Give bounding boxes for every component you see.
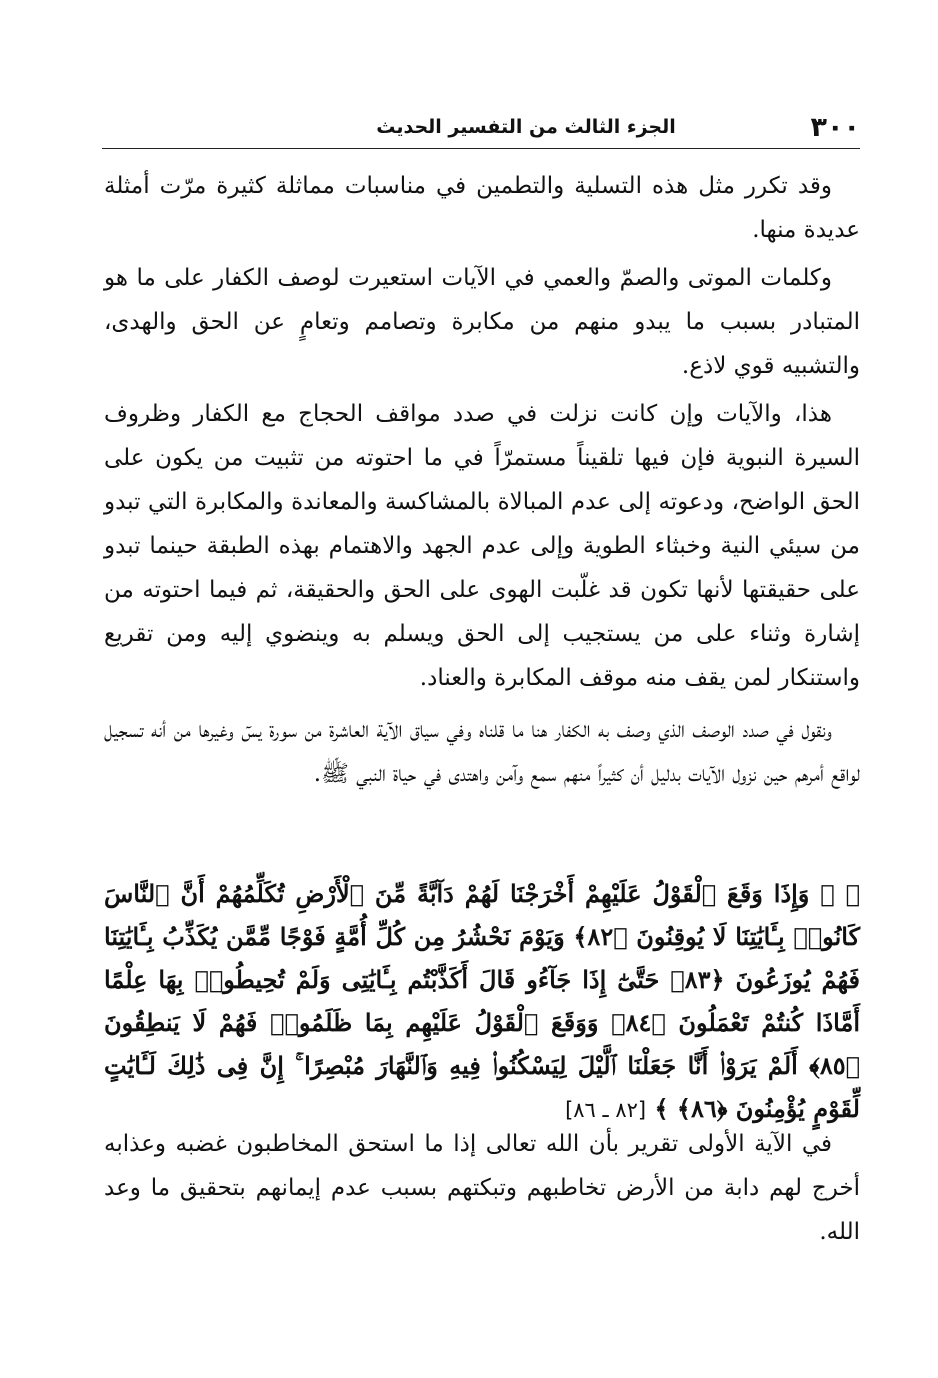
commentary-paragraph: في الآية الأولى تقرير بأن الله تعالى إذا ما استحق المخاطبون غضبه وعذابه أخرج لهم دابة من الأرض تخاطبهم وتبكتهم بسبب عدم إيمانهم بتحقيق ما وعد الله. [104, 1131, 860, 1245]
verse-reference: [٨٢ ـ ٨٦] [565, 1098, 647, 1122]
page-header [102, 112, 860, 149]
paragraph: وقد تكرر مثل هذه التسلية والتطمين في مناسبات مماثلة كثيرة مرّت أمثلة عديدة منها. [104, 173, 860, 243]
paragraph: وكلمات الموتى والصمّ والعمي في الآيات استعيرت لوصف الكفار على ما هو المتبادر بسبب ما يبدو منهم من مكابرة وتصامم وتعامٍ عن الحق والهدى، والتشبيه قوي لاذع. [104, 265, 860, 379]
paragraph: ونقول في صدد الوصف الذي وصف به الكفار هنا ما قلناه وفي سياق الآية العاشرة من سورة يسٓ وغيرها من أنه تسجيل لواقع أمرهم حين نزول الآيات بدليل أن كثيراً منهم سمع وآمن واهتدى في حياة النبي ﷺ. [104, 717, 860, 787]
quran-verses [104, 872, 860, 1132]
running-title: الجزء الثالث من التفسير الحديث [376, 116, 676, 138]
quran-text: ﴿ ۞ وَإِذَا وَقَعَ ٱلْقَوْلُ عَلَيْهِمْ أَخْرَجْنَا لَهُمْ دَآبَّةً مِّنَ ٱلْأَرْضِ تُكَلِّمُهُمْ أَنَّ ٱلنَّاسَ كَانُوا۟ بِـَٔايَٰتِنَا لَا يُوقِنُونَ ﴿٨٢﴾ وَيَوْمَ نَحْشُرُ مِن كُلِّ أُمَّةٍ فَوْجًا مِّمَّن يُكَذِّبُ بِـَٔايَٰتِنَا فَهُمْ يُوزَعُونَ ﴿٨٣﴾ حَتَّىٰٓ إِذَا جَآءُو قَالَ أَكَذَّبْتُم بِـَٔايَٰتِى وَلَمْ تُحِيطُوا۟ بِهَا عِلْمًا أَمَّاذَا كُنتُمْ تَعْمَلُونَ ﴿٨٤﴾ وَوَقَعَ ٱلْقَوْلُ عَلَيْهِم بِمَا ظَلَمُوا۟ فَهُمْ لَا يَنطِقُونَ ﴿٨٥﴾ أَلَمْ يَرَوْا۟ أَنَّا جَعَلْنَا ٱلَّيْلَ لِيَسْكُنُوا۟ فِيهِ وَٱلنَّهَارَ مُبْصِرًا ۚ إِنَّ فِى ذَٰلِكَ لَـَٔايَٰتٍ لِّقَوْمٍ يُؤْمِنُونَ ﴿٨٦﴾ ﴾ [104, 879, 861, 1123]
paragraph: هذا، والآيات وإن كانت نزلت في صدد مواقف الحجاج مع الكفار وظروف السيرة النبوية فإن فيها تلقيناً مستمرّاً في ما احتوته من تثبيت من يكون على الحق الواضح، ودعوته إلى عدم المبالاة بالمشاكسة والمعاندة والمكابرة التي تبدو من سيئي النية وخبثاء الطوية وإلى عدم الجهد والاهتمام بهذه الطبقة حينما تبدو على حقيقتها لأنها تكون قد غلّبت الهوى على الحق والحقيقة، ثم فيما احتوته من إشارة وثناء على من يستجيب إلى الحق ويسلم به وينضوي إليه ومن تقريع واستنكار لمن يقف منه موقف المكابرة والعناد. [104, 401, 860, 691]
page-number: ٣٠٠ [810, 112, 860, 143]
